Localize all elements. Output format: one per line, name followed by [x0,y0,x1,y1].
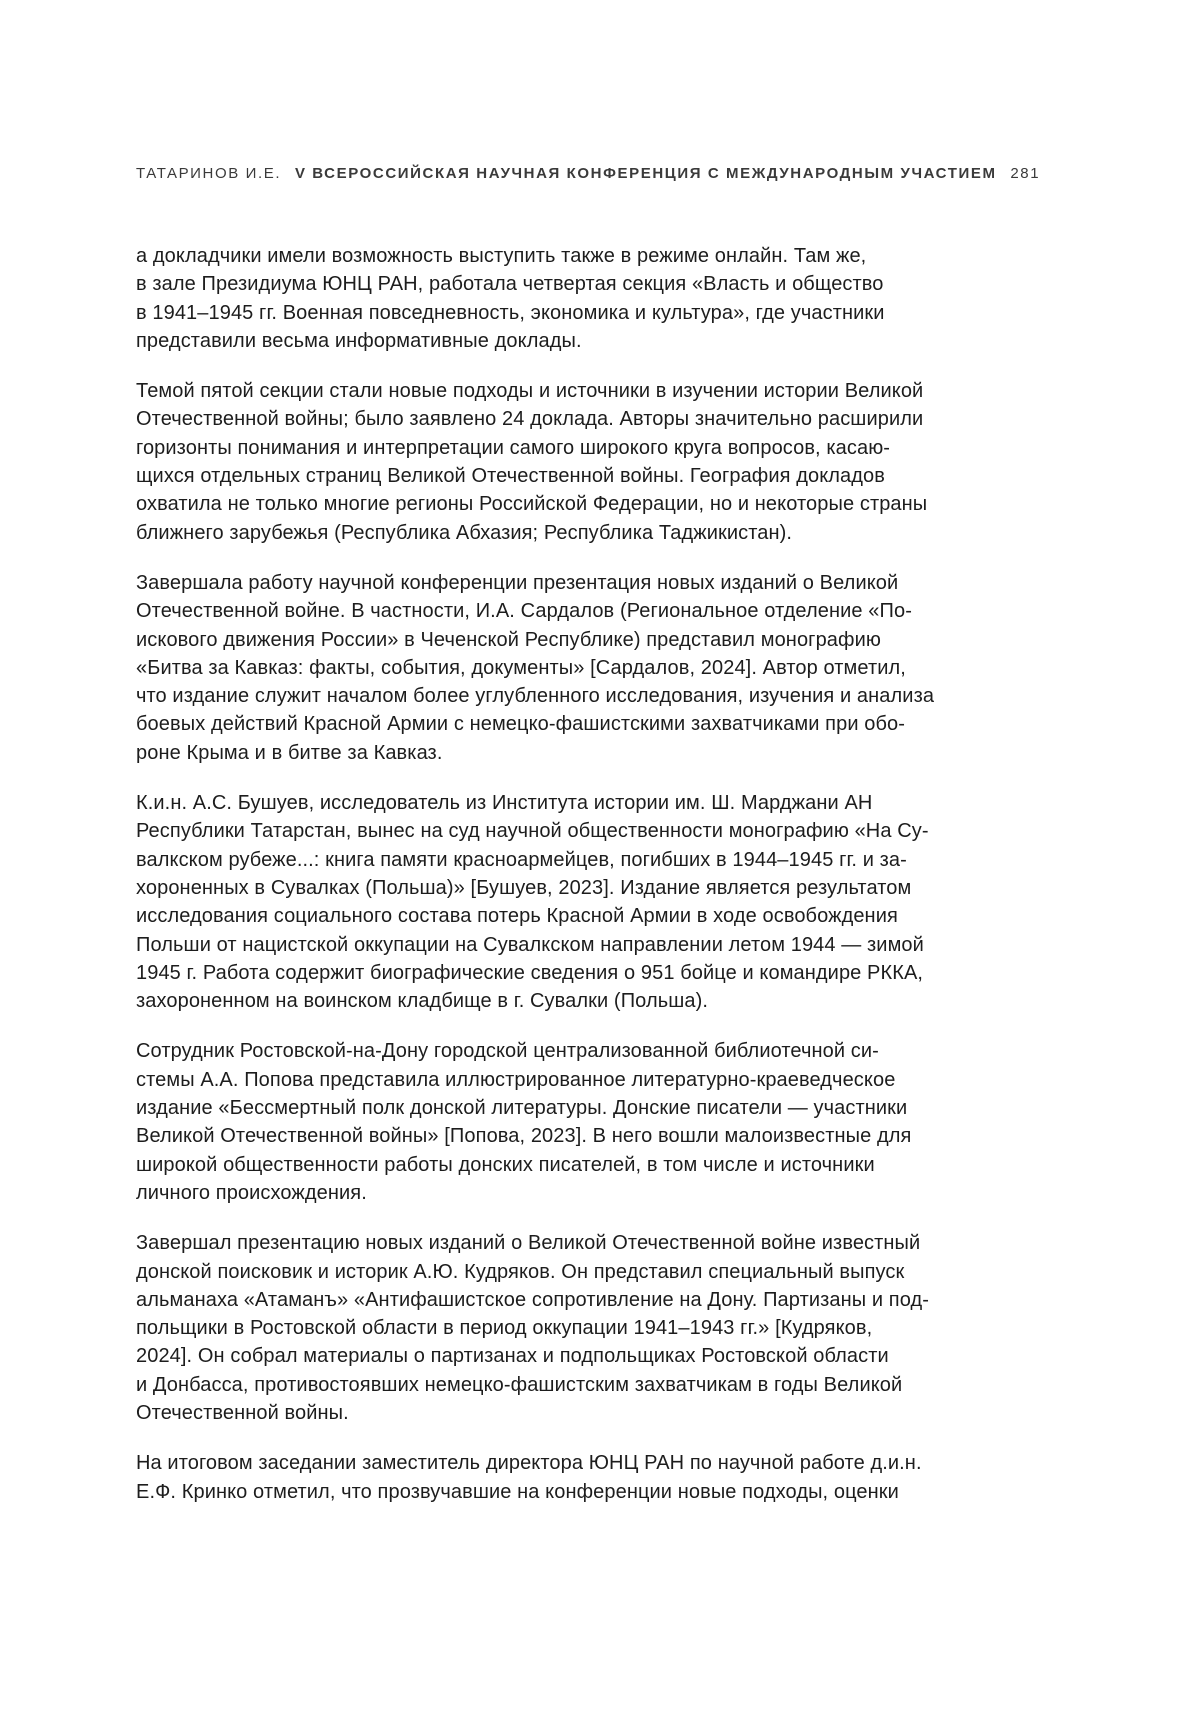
paragraph [136,242,1001,355]
text-line: Великой Отечественной войны» [Попова, 2023]. В него вошли малоизвестные для [136,1122,1001,1150]
text-line: валкском рубеже...: книга памяти красноармейцев, погибших в 1944–1945 гг. и за- [136,846,1001,874]
paragraph [136,377,1001,547]
header-conference-title: V ВСЕРОССИЙСКАЯ НАУЧНАЯ КОНФЕРЕНЦИЯ С МЕЖДУНАРОДНЫМ УЧАСТИЕМ [295,165,997,182]
running-header [136,165,996,182]
body-text [136,242,1001,1528]
text-line: донской поисковик и историк А.Ю. Кудряков. Он представил специальный выпуск [136,1258,1001,1286]
text-line: что издание служит началом более углубленного исследования, изучения и анализа [136,682,1001,710]
text-line: На итоговом заседании заместитель директора ЮНЦ РАН по научной работе д.и.н. [136,1449,1001,1477]
text-line: хороненных в Сувалках (Польша)» [Бушуев, 2023]. Издание является результатом [136,874,1001,902]
paragraph [136,1229,1001,1427]
text-line: 2024]. Он собрал материалы о партизанах и подпольщиках Ростовской области [136,1342,1001,1370]
text-line: Отечественной войны; было заявлено 24 доклада. Авторы значительно расширили [136,405,1001,433]
text-line: захороненном на воинском кладбище в г. Сувалки (Польша). [136,987,1001,1015]
text-line: издание «Бессмертный полк донской литературы. Донские писатели — участники [136,1094,1001,1122]
text-line: К.и.н. А.С. Бушуев, исследователь из Института истории им. Ш. Марджани АН [136,789,1001,817]
text-line: щихся отдельных страниц Великой Отечественной войны. География докладов [136,462,1001,490]
text-line: роне Крыма и в битве за Кавказ. [136,739,1001,767]
text-line: Темой пятой секции стали новые подходы и источники в изучении истории Великой [136,377,1001,405]
paragraph [136,1449,1001,1506]
text-line: личного происхождения. [136,1179,1001,1207]
document-page [0,0,1200,1714]
text-line: стемы А.А. Попова представила иллюстрированное литературно-краеведческое [136,1066,1001,1094]
header-author: ТАТАРИНОВ И.Е. [136,165,281,182]
paragraph [136,789,1001,1015]
text-line: альманаха «Атаманъ» «Антифашистское сопротивление на Дону. Партизаны и под- [136,1286,1001,1314]
text-line: в 1941–1945 гг. Военная повседневность, экономика и культура», где участники [136,299,1001,327]
text-line: Завершала работу научной конференции презентация новых изданий о Великой [136,569,1001,597]
text-line: Сотрудник Ростовской-на-Дону городской централизованной библиотечной си- [136,1037,1001,1065]
text-line: боевых действий Красной Армии с немецко-фашистскими захватчиками при обо- [136,710,1001,738]
text-line: Отечественной войны. [136,1399,1001,1427]
text-line: Е.Ф. Кринко отметил, что прозвучавшие на конференции новые подходы, оценки [136,1478,1001,1506]
paragraph [136,1037,1001,1207]
text-line: «Битва за Кавказ: факты, события, документы» [Сардалов, 2024]. Автор отметил, [136,654,1001,682]
text-line: горизонты понимания и интерпретации самого широкого круга вопросов, касаю- [136,434,1001,462]
text-line: Отечественной войне. В частности, И.А. Сардалов (Региональное отделение «По- [136,597,1001,625]
text-line: Республики Татарстан, вынес на суд научной общественности монографию «На Су- [136,817,1001,845]
text-line: а докладчики имели возможность выступить также в режиме онлайн. Там же, [136,242,1001,270]
text-line: охватила не только многие регионы Российской Федерации, но и некоторые страны [136,490,1001,518]
text-line: ближнего зарубежья (Республика Абхазия; Республика Таджикистан). [136,519,1001,547]
text-line: представили весьма информативные доклады. [136,327,1001,355]
text-line: польщики в Ростовской области в период оккупации 1941–1943 гг.» [Кудряков, [136,1314,1001,1342]
text-line: исследования социального состава потерь Красной Армии в ходе освобождения [136,902,1001,930]
page-number: 281 [1010,165,1040,182]
paragraph [136,569,1001,767]
text-line: Завершал презентацию новых изданий о Великой Отечественной войне известный [136,1229,1001,1257]
text-line: искового движения России» в Чеченской Республике) представил монографию [136,626,1001,654]
text-line: Польши от нацистской оккупации на Сувалкском направлении летом 1944 — зимой [136,931,1001,959]
text-line: и Донбасса, противостоявших немецко-фашистским захватчикам в годы Великой [136,1371,1001,1399]
text-line: широкой общественности работы донских писателей, в том числе и источники [136,1151,1001,1179]
text-line: в зале Президиума ЮНЦ РАН, работала четвертая секция «Власть и общество [136,270,1001,298]
text-line: 1945 г. Работа содержит биографические сведения о 951 бойце и командире РККА, [136,959,1001,987]
